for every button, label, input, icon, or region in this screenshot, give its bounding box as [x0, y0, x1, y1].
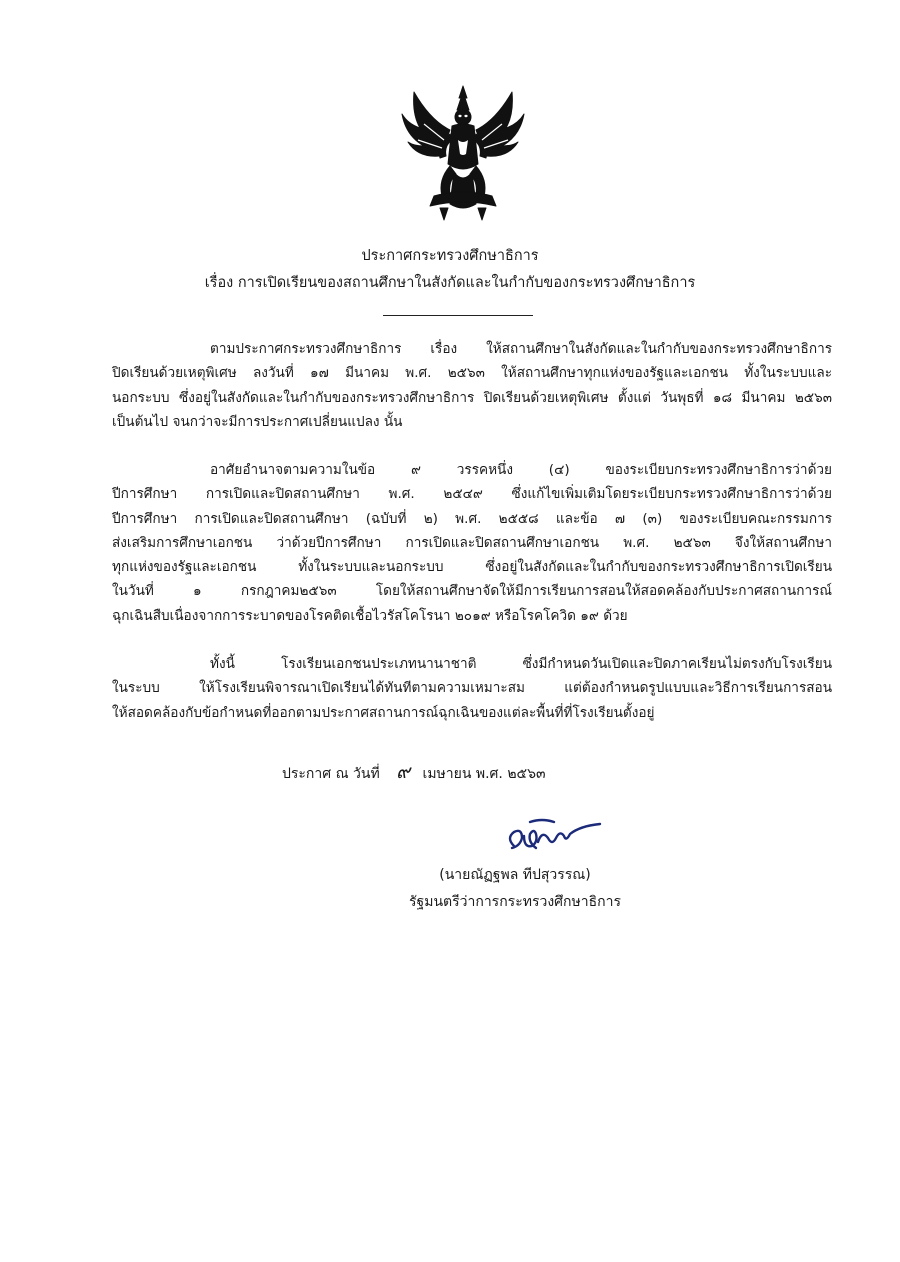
garuda-emblem-icon — [400, 84, 526, 224]
paragraph-3 — [112, 652, 832, 725]
date-prefix: ประกาศ ณ วันที่ — [282, 766, 380, 782]
paragraph-line: ตามประกาศกระทรวงศึกษาธิการ เรื่อง ให้สถานศึกษาในสังกัดและในกำกับของกระทรวงศึกษาธิการ — [210, 341, 832, 357]
handwritten-signature — [500, 812, 610, 862]
date-month-year: เมษายน พ.ศ. ๒๕๖๓ — [422, 766, 546, 782]
paragraph-line: ในระบบ ให้โรงเรียนพิจารณาเปิดเรียนได้ทันทีตามความเหมาะสม แต่ต้องกำหนดรูปแบบและวิธีการเรียนการสอน — [112, 680, 832, 697]
paragraph-line: ส่งเสริมการศึกษาเอกชน ว่าด้วยปีการศึกษา การเปิดและปิดสถานศึกษาเอกชน พ.ศ. ๒๕๖๓ จึงให้สถานศึกษา — [112, 534, 832, 551]
signatory-name: (นายณัฏฐพล ทีปสุวรรณ) — [439, 867, 591, 883]
paragraph-line: ให้สอดคล้องกับข้อกำหนดที่ออกตามประกาศสถานการณ์ฉุกเฉินของแต่ละพื้นที่ที่โรงเรียนตั้งอยู่ — [112, 704, 655, 721]
paragraph-line: ทุกแห่งของรัฐและเอกชน ทั้งในระบบและนอกระบบ ซึ่งอยู่ในสังกัดและในกำกับของกระทรวงศึกษาธิการเปิดเรียน — [112, 559, 832, 576]
paragraph-2 — [112, 458, 832, 628]
paragraph-line: ปิดเรียนด้วยเหตุพิเศษ ลงวันที่ ๑๗ มีนาคม พ.ศ. ๒๕๖๓ ให้สถานศึกษาทุกแห่งของรัฐและเอกชน ทั้งในระบบและ — [112, 365, 832, 382]
paragraph-line: นอกระบบ ซึ่งอยู่ในสังกัดและในกำกับของกระทรวงศึกษาธิการ ปิดเรียนด้วยเหตุพิเศษ ตั้งแต่ วันพุธที่ ๑๘ มีนาคม ๒๕๖๓ — [112, 389, 832, 406]
title-divider — [383, 315, 533, 316]
paragraph-line: ปีการศึกษา การเปิดและปิดสถานศึกษา พ.ศ. ๒๕๔๙ ซึ่งแก้ไขเพิ่มเติมโดยระเบียบกระทรวงศึกษาธิการว่าด้วย — [112, 486, 832, 503]
paragraph-line: เป็นต้นไป จนกว่าจะมีการประกาศเปลี่ยนแปลง นั้น — [112, 413, 403, 430]
date-day-handwritten: ๙ — [396, 761, 411, 783]
paragraph-line: ทั้งนี้ โรงเรียนเอกชนประเภทนานาชาติ ซึ่งมีกำหนดวันเปิดและปิดภาคเรียนไม่ตรงกับโรงเรียน — [210, 656, 832, 672]
signatory-position: รัฐมนตรีว่าการกระทรวงศึกษาธิการ — [408, 894, 622, 910]
paragraph-1 — [112, 337, 832, 434]
paragraph-line: ปีการศึกษา การเปิดและปิดสถานศึกษา (ฉบับที่ ๒) พ.ศ. ๒๕๕๘ และข้อ ๗ (๓) ของระเบียบคณะกรรมการ — [112, 510, 832, 527]
announcement-date — [282, 757, 546, 787]
paragraph-line: ในวันที่ ๑ กรกฎาคม๒๕๖๓ โดยให้สถานศึกษาจัดให้มีการเรียนการสอนให้สอดคล้องกับประกาศสถานการณ์ — [112, 583, 832, 600]
paragraph-line: ฉุกเฉินสืบเนื่องจากการระบาดของโรคติดเชื้อไวรัสโคโรนา ๒๐๑๙ หรือโรคโควิด ๑๙ ด้วย — [112, 607, 628, 624]
paragraph-line: อาศัยอำนาจตามความในข้อ ๙ วรรคหนึ่ง (๔) ของระเบียบกระทรวงศึกษาธิการว่าด้วย — [210, 462, 832, 478]
announcement-title: ประกาศกระทรวงศึกษาธิการ — [361, 248, 539, 264]
announcement-subject: เรื่อง การเปิดเรียนของสถานศึกษาในสังกัดและในกำกับของกระทรวงศึกษาธิการ — [204, 275, 696, 291]
